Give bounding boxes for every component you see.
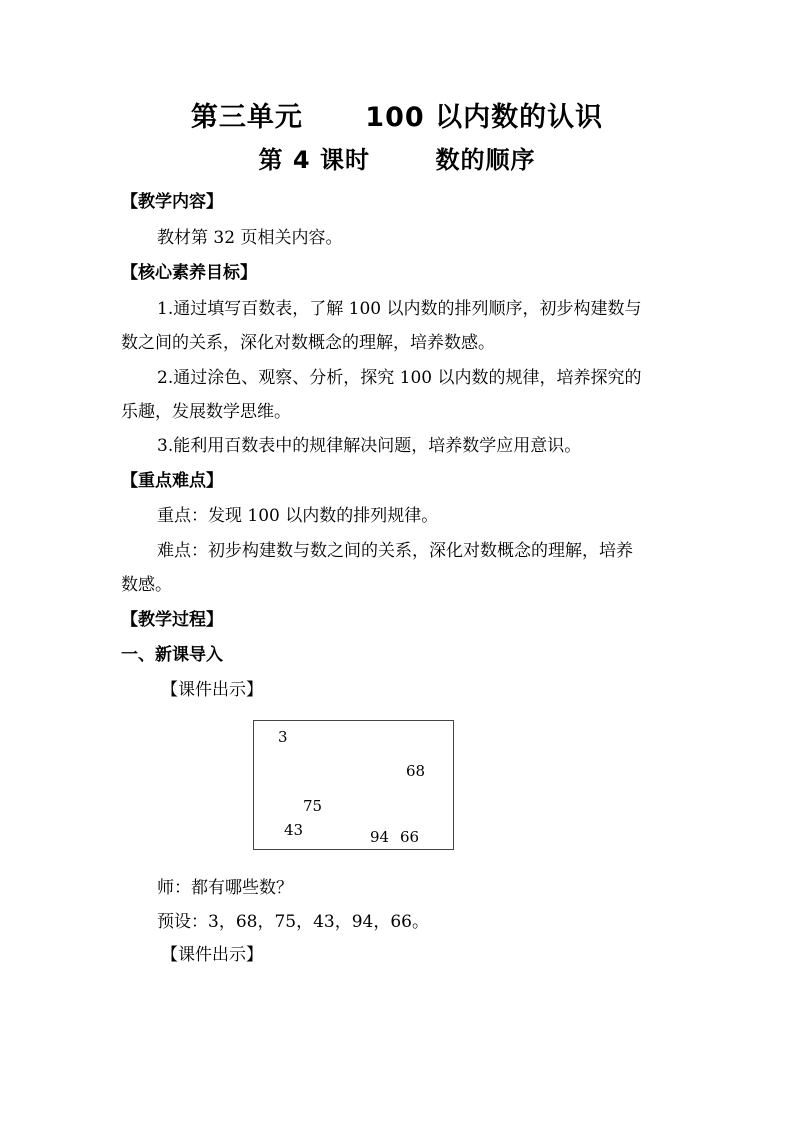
section-heading-key-points: 【重点难点】 [121, 471, 223, 491]
goal-2-line-1: 2.通过涂色、观察、分析，探究 100 以内数的规律，培养探究的 [157, 368, 642, 388]
section-heading-content: 【教学内容】 [121, 192, 223, 212]
section-heading-goals: 【核心素养目标】 [121, 263, 257, 283]
box-number: 68 [406, 762, 426, 780]
lesson-title: 第 4 课时 数的顺序 [258, 146, 536, 174]
teacher-question: 师：都有哪些数？ [157, 878, 293, 898]
box-number: 66 [400, 828, 420, 846]
preset-answer: 预设：3，68，75，43，94，66。 [157, 912, 429, 932]
goal-1-line-1: 1.通过填写百数表，了解 100 以内数的排列顺序，初步构建数与 [157, 299, 642, 319]
courseware-label-2: 【课件出示】 [161, 945, 263, 965]
number-box [253, 720, 454, 850]
difficulty-line-1: 难点：初步构建数与数之间的关系，深化对数概念的理解，培养 [157, 541, 633, 561]
unit-title: 第三单元 100 以内数的认识 [190, 102, 604, 133]
goal-1-line-2: 数之间的关系，深化对数概念的理解，培养数感。 [121, 333, 495, 353]
box-number: 3 [278, 728, 288, 746]
section-heading-process: 【教学过程】 [121, 610, 223, 630]
part-1-heading: 一、新课导入 [121, 645, 223, 665]
difficulty-line-2: 数感。 [121, 575, 172, 595]
box-number: 94 [370, 828, 390, 846]
goal-3: 3.能利用百数表中的规律解决问题，培养数学应用意识。 [157, 436, 582, 456]
content-text: 教材第 32 页相关内容。 [157, 228, 343, 248]
goal-2-line-2: 乐趣，发展数学思维。 [121, 402, 291, 422]
courseware-label-1: 【课件出示】 [161, 680, 263, 700]
key-point: 重点：发现 100 以内数的排列规律。 [157, 506, 439, 526]
box-number: 75 [303, 797, 323, 815]
box-number: 43 [284, 821, 304, 839]
